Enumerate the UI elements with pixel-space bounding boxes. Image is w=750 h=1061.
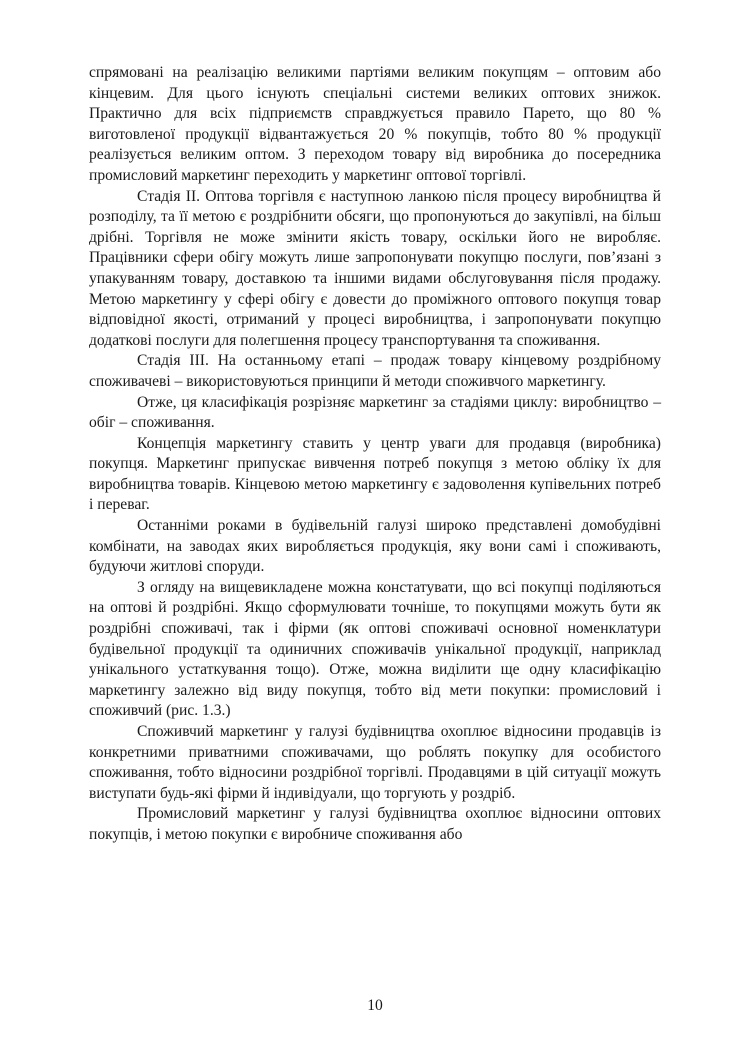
paragraph-9: Промисловий маркетинг у галузі будівництва охоплює відносини оптових покупців, і метою покупки є виробниче споживання або xyxy=(89,805,661,843)
document-page xyxy=(89,63,661,846)
page-number: 10 xyxy=(367,997,383,1014)
paragraph-7: З огляду на вищевикладене можна констатувати, що всі покупці поділяються на оптові й роздрібні. Якщо сформулювати точніше, то покупцями можуть бути як роздрібні споживачі, так і фірми (як оптові споживачі основної номенклатури будівельної продукції та одиничних споживачів унікальної продукції, наприклад унікального устаткування тощо). Отже, можна виділити ще одну класифікацію маркетингу залежно від виду покупця, тобто від мети покупки: промисловий і споживчий (рис. 1.3.) xyxy=(89,578,661,720)
paragraph-4: Отже, ця класифікація розрізняє маркетинг за стадіями циклу: виробництво – обіг – споживання. xyxy=(89,393,661,432)
paragraph-8: Споживчий маркетинг у галузі будівництва охоплює відносини продавців із конкретними приватними споживачами, що роблять покупку для особистого споживання, тобто відносини роздрібної торгівлі. Продавцями в цій ситуації можуть виступати будь-які фірми й індивідуали, що торгують у роздріб. xyxy=(89,723,661,802)
paragraph-5: Концепція маркетингу ставить у центр уваги для продавця (виробника) покупця. Маркетинг припускає вивчення потреб покупця з метою обліку їх для виробництва товарів. Кінцевою метою маркетингу є задоволення купівельних потреб і переваг. xyxy=(89,434,661,514)
paragraph-6: Останніми роками в будівельній галузі широко представлені домобудівні комбінати, на заводах яких виробляється продукція, яку вони самі і споживають, будуючи житлові споруди. xyxy=(89,517,661,576)
paragraph-1: спрямовані на реалізацію великими партіями великим покупцям – оптовим або кінцевим. Для цього існують спеціальні системи великих оптових знижок. Практично для всіх підприємств справджується правило Парето, що 80 % виготовленої продукції відвантажується 20 % покупців, тобто 80 % продукції реалізується великим оптом. З переходом товару від виробника до посередника промисловий маркетинг переходить у маркетинг оптової торгівлі. xyxy=(89,64,661,184)
paragraph-3: Стадія III. На останньому етапі – продаж товару кінцевому роздрібному споживачеві – використовуються принципи й методи споживчого маркетингу. xyxy=(89,352,661,390)
paragraph-2: Стадія II. Оптова торгівля є наступною ланкою після процесу виробництва й розподілу, та її метою є роздрібнити обсяги, що пропонуються до закупівлі, на більш дрібні. Торгівля не може змінити якість товару, оскільки його не виробляє. Працівники сфери обігу можуть лише запропонувати покупцю послуги, пов’язані з упакуванням товару, доставкою та іншими видами обслуговування після продажу. Метою маркетингу у сфері обігу є довести до проміжного оптового покупця товар відповідної якості, отриманий у процесі виробництва, і запропонувати покупцю додаткові послуги для полегшення процесу транспортування та споживання. xyxy=(89,187,661,349)
